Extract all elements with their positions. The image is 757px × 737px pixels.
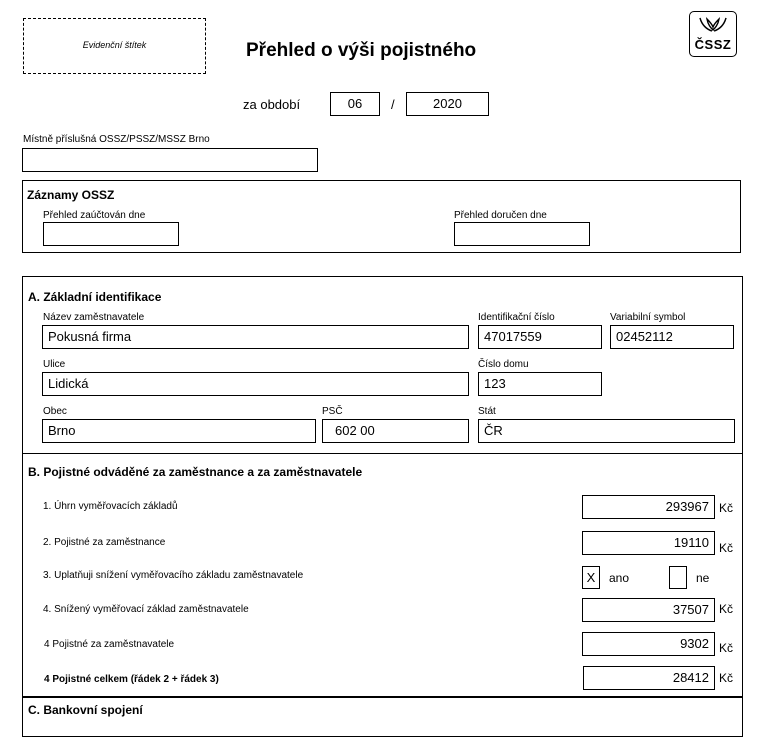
evidence-sticker-area [23, 18, 206, 74]
section-c-title: C. Bankovní spojení [28, 703, 143, 717]
row4-currency: Kč [719, 602, 734, 616]
row3-yes-checkbox[interactable]: X [582, 566, 600, 589]
row6-currency: Kč [719, 671, 734, 685]
period-year-field[interactable]: 2020 [406, 92, 489, 116]
zip-label: PSČ [322, 406, 343, 417]
row1-value-field[interactable]: 293967 [582, 495, 715, 519]
row2-label: 2. Pojistné za zaměstnance [43, 537, 166, 548]
row5-value-field[interactable]: 9302 [582, 632, 715, 656]
cssz-logo [689, 11, 737, 57]
row1-label: 1. Úhrn vyměřovacích základů [43, 501, 178, 512]
ico-label: Identifikační číslo [478, 312, 555, 323]
row6-label: 4 Pojistné celkem (řádek 2 + řádek 3) [44, 674, 219, 685]
state-field[interactable]: ČR [478, 419, 735, 443]
row3-no-checkbox[interactable] [669, 566, 687, 589]
row3-no-label: ne [696, 571, 710, 585]
row6-value-field[interactable]: 28412 [583, 666, 715, 690]
row3-yes-label: ano [609, 571, 630, 585]
row4-label: 4. Snížený vyměřovací základ zaměstnavatele [43, 604, 249, 615]
vs-label: Variabilní symbol [610, 312, 686, 323]
street-field[interactable]: Lidická [42, 372, 469, 396]
period-label: za období [243, 97, 301, 112]
page-title: Přehled o výši pojistného [246, 40, 477, 61]
house-no-label: Číslo domu [478, 359, 529, 370]
house-no-field[interactable]: 123 [478, 372, 602, 396]
city-label: Obec [43, 406, 67, 417]
street-label: Ulice [43, 359, 66, 370]
employer-name-field[interactable]: Pokusná firma [42, 325, 469, 349]
employer-name-label: Název zaměstnavatele [43, 312, 145, 323]
section-b-title: B. Pojistné odváděné za zaměstnance a za zaměstnavatele [28, 465, 363, 479]
state-label: Stát [478, 406, 496, 417]
row5-label: 4 Pojistné za zaměstnavatele [44, 639, 175, 650]
row2-currency: Kč [719, 541, 734, 555]
period-separator: / [391, 97, 395, 112]
cssz-logo-icon [690, 14, 736, 36]
section-a-title: A. Základní identifikace [28, 290, 162, 304]
period-month-field[interactable]: 06 [330, 92, 380, 116]
row4-value-field[interactable]: 37507 [582, 598, 715, 622]
records-title: Záznamy OSSZ [27, 188, 115, 202]
accounted-label: Přehled zaúčtován dne [43, 210, 146, 221]
row2-value-field[interactable]: 19110 [582, 531, 715, 555]
row3-label: 3. Uplatňuji snížení vyměřovacího základu zaměstnavatele [43, 570, 304, 581]
delivered-label: Přehled doručen dne [454, 210, 547, 221]
zip-field[interactable]: 602 00 [322, 419, 469, 443]
city-field[interactable]: Brno [42, 419, 316, 443]
accounted-field[interactable] [43, 222, 179, 246]
evidence-sticker-label: Evidenční štítek [82, 40, 147, 50]
cssz-logo-text: ČSSZ [694, 37, 732, 52]
row5-currency: Kč [719, 641, 734, 655]
office-label: Místně příslušná OSSZ/PSSZ/MSSZ Brno [23, 134, 210, 145]
row1-currency: Kč [719, 501, 734, 515]
ico-field[interactable]: 47017559 [478, 325, 602, 349]
vs-field[interactable]: 02452112 [610, 325, 734, 349]
office-field[interactable] [22, 148, 318, 172]
delivered-field[interactable] [454, 222, 590, 246]
